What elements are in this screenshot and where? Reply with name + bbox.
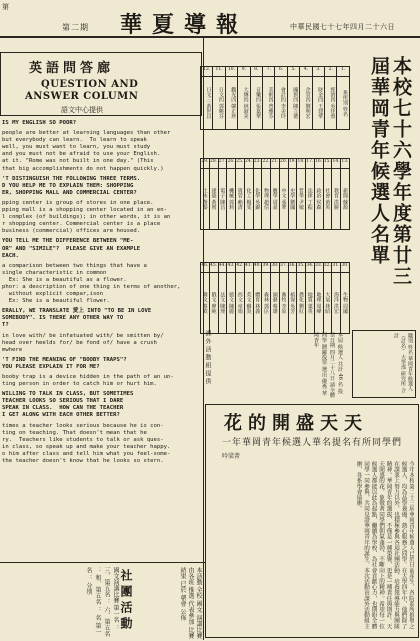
qa-chinese-title: 英語問答廊 — [29, 61, 115, 76]
page-number-left: 第 — [2, 3, 9, 11]
feature-article — [205, 404, 419, 638]
candidate-number: 25. — [236, 159, 245, 169]
candidate-name: 教育 洪勝 — [332, 169, 341, 230]
candidate-number: 17. — [306, 159, 315, 169]
candidate-name: 音樂四 張嘉華 — [250, 77, 262, 130]
qa-answer: in love with/ be infatuated with/ be smitten by/ head over heelds for/ be fond of/ have a crush mwhere — [2, 332, 164, 353]
candidate-name: 企管四 劉明宏 — [300, 77, 312, 130]
candidate-number: 16. — [314, 159, 323, 169]
candidate-name: 俄文 廖純 — [209, 273, 218, 334]
candidate-number: 33. — [314, 263, 323, 273]
candidate-name: 法文 陳理 — [218, 273, 227, 334]
candidate-number: 12. — [201, 67, 213, 77]
masthead — [0, 0, 420, 38]
candidate-name: 經濟四 吳佳蓉 — [325, 77, 337, 130]
candidate-name: 農化 劉紅 — [297, 273, 306, 334]
candidate-number: 19. — [288, 159, 297, 169]
candidate-number: 32. — [323, 263, 332, 273]
candidate-number: 40. — [253, 263, 262, 273]
candidate-name: 英文 蘇炎 — [244, 273, 253, 334]
candidate-number: 15. — [323, 159, 332, 169]
qa-column-header — [0, 52, 202, 116]
candidate-name: 物理 趙信 — [262, 169, 271, 230]
candidate-number: 18. — [297, 159, 306, 169]
candidate-name: 財金四 王建華 — [312, 77, 324, 130]
article-body: 今年本校第二十三屆華岡青年候選人已於日前產生，各院系所推舉之候選人，均為品學兼優、熱心服務之同學。在大學四年中，他們除了在課業上努力以外，也積極參與各項社團活動，培養領導能力與團隊精神。華岡青年的選拔，不僅是一種榮譽，更是一種責任與期許。天天開盛的花，象徵著同學們朝氣蓬勃、不斷向上的精神。希望每一位候選人都能以此為起點，繼續為學校、為社會貢獻心力，也期盼全體同學一同參與，共同見證華岡青年的誕生。本次活動由課外活動組主辦，各系學會協辦。 — [355, 461, 414, 629]
candidate-number: 35. — [297, 263, 306, 273]
candidate-name: 地質 葉英 — [306, 273, 315, 334]
club-results-text: 國文演講比賽 第一名 ： 三、第五名 ： 六、第五名 ： 和、第五名 ： 名 第一名 ： 分別 — [85, 567, 119, 637]
candidate-name: 系所別 姓名 — [337, 77, 350, 130]
candidate-number: 5. — [287, 67, 299, 77]
candidate-number: 36. — [288, 263, 297, 273]
candidate-number: 9. — [238, 67, 250, 77]
candidate-number: 39. — [262, 263, 271, 273]
candidate-number: 22. — [262, 159, 271, 169]
candidates-table-3 — [200, 262, 350, 334]
qa-question: IS MY ENGLISH SO POOR? — [2, 120, 77, 126]
qa-body — [2, 120, 202, 468]
club-activities-title: 社團活動 — [119, 569, 133, 633]
qa-question: 'T DISTINGUISH THE FOLLOWING THREE TERMS. D YOU HELP ME TO EXPLAIN THEM: SHOPPING ER, SHOPPING MALL AND COMMERCIAL CENTER? — [2, 175, 141, 196]
candidates-title: 本校七十六學年度第廿三屆華岡青年候選人名單 — [368, 56, 412, 287]
candidate-name: 政治 侯森 — [314, 169, 323, 230]
candidate-name: 機械 郭莉 — [227, 169, 236, 230]
candidate-number: 7. — [263, 67, 275, 77]
candidate-name: 會計四 李美玲 — [275, 77, 287, 130]
qa-answer: booby trap is a device hidden in the path of an un- ting person in order to catch him or hurt him. — [2, 374, 174, 388]
candidate-number: 11. — [213, 67, 225, 77]
qa-question: 'T FIND THE MEANING OF "BOOBY TRAPS"? YOU PLEASE EXPLAIN IT FOR ME? — [2, 356, 127, 370]
candidate-number: 46. — [201, 263, 210, 273]
candidate-number: 1. — [337, 67, 350, 77]
candidate-name: 大傳四 林淑美 — [238, 77, 250, 130]
candidate-name: 資管 賴清 — [236, 169, 245, 230]
candidate-name: 史學 劉國 — [288, 169, 297, 230]
candidate-name: 中文 張華 — [279, 169, 288, 230]
club-description-text: 本活動 全校 國文 演講比賽 由各班 推選 代表參加 比賽結果 已於 朝會 公佈 — [179, 567, 202, 639]
issue-label: 第二期 — [62, 23, 89, 32]
article-title: 花的開盛天天 — [224, 413, 368, 434]
candidate-name: 觀光四 韓正珍 — [225, 77, 237, 130]
newspaper-title: 華夏導報 — [120, 12, 249, 38]
candidate-name: 日文三 黃世昌 — [201, 77, 213, 130]
candidate-name: 韓文 蔡欽 — [201, 273, 210, 334]
candidate-number: 27. — [218, 159, 227, 169]
candidate-number: 44. — [218, 263, 227, 273]
candidate-number: 4. — [300, 67, 312, 77]
qa-question: YOU TELL ME THE DIFFERENCE BETWEEN "ME- OR" AND "SIMILE"? PLEASE GIVE AN EXAMPLE EACH. — [2, 238, 141, 259]
qa-question: ERALLY, WE TRANSLATE 愛上 INTO "TO BE IN LOVE SOMEBODY". IS THERE ANY OTHER WAY TO T? — [2, 308, 152, 329]
candidate-number: 8. — [250, 67, 262, 77]
candidates-notes: 本屆 候選人 共計 46 名 投票日期 四月二十八日 請全體同學 踴躍投票 選出 優秀 華岡青年 — [313, 332, 343, 398]
qa-answer: pping center is group of stores in one place. pping mall is a shopping center located in an en- l complex (of buildings); in other words, it is an r shopping center. Commercial center is a place business (commercial) offices are housed. — [2, 199, 171, 235]
candidate-name: 土木 黃泰 — [201, 169, 210, 230]
publication-date: 中華民國七十七年四月二十六日 — [290, 23, 395, 31]
candidate-number: 13. — [341, 159, 350, 169]
candidate-name: 化工 楊雯 — [244, 169, 253, 230]
candidates-table-1 — [200, 66, 350, 130]
qa-answer: times a teacher looks serious because he is con- ting on teaching. That doesn't mean that he ry. Teachers like students to talk or ask ques- in class, so speak up and make your teacher happy. o him after class and tell him what you feel-some- the teacher doesn't know that he looks so stern. — [2, 422, 171, 465]
candidate-number: 41. — [244, 263, 253, 273]
candidate-name: 哲學 尹敏 — [297, 169, 306, 230]
candidates-table-2 — [200, 158, 350, 230]
candidate-number: 24. — [244, 159, 253, 169]
candidate-name: 電子 陳昌 — [218, 169, 227, 230]
candidate-number: 37. — [279, 263, 288, 273]
candidate-name: 大氣 林昭 — [323, 273, 332, 334]
candidate-name: 化學 吳錦 — [253, 169, 262, 230]
candidate-number: 21. — [271, 159, 280, 169]
candidate-name: 海洋 洪宏 — [332, 273, 341, 334]
candidate-name: 德文 陳麗 — [227, 273, 236, 334]
candidate-name: 美術四 曾雅芬 — [263, 77, 275, 130]
qa-question: WILLING TO TALK IN CLASS, BUT SOMETIMES TEACHER LOOKS SO SERIOUS THAT I DARE SPEAK IN CLASS. HOW CAN THE TEACHER I GET ALONG WITH EACH OTHER BETTER? — [2, 391, 134, 419]
candidate-name: 畜牧 李原 — [279, 273, 288, 334]
activity-credit: 課外活動組提供 — [204, 330, 211, 386]
candidate-number: 31. — [332, 263, 341, 273]
candidate-number: 2. — [325, 67, 337, 77]
candidate-number: 42. — [236, 263, 245, 273]
candidate-number: 30. — [341, 263, 350, 273]
candidate-name: 體育 林義 — [253, 273, 262, 334]
candidate-number: 14. — [332, 159, 341, 169]
candidate-number: 34. — [306, 263, 315, 273]
candidate-name: 西文 章娟 — [236, 273, 245, 334]
candidate-number: 38. — [271, 263, 280, 273]
candidate-name: 國貿四 陳立德 — [287, 77, 299, 130]
qa-english-title-line2: ANSWER COLUMN — [25, 91, 139, 102]
candidate-number: 6. — [275, 67, 287, 77]
candidate-name: 法律 丁振 — [306, 169, 315, 230]
candidate-number: 45. — [209, 263, 218, 273]
candidate-number: 43. — [227, 263, 236, 273]
candidates-summary-box: 職別 姓名 華岡青年候選人（計名） 大學部 研究所 合計 — [352, 330, 416, 398]
candidate-number: 23. — [253, 159, 262, 169]
qa-answer: people are better at learning languages than other but everybody can learn. To learn to speak well, you must want to learn, you must study and you must not be afraid to use your English. at it. "Rome was not built in one day." (This that big accomplishments do not happen quickly.) — [2, 130, 171, 172]
candidate-name: 地理 周峰 — [314, 273, 323, 334]
candidate-number: 28. — [209, 159, 218, 169]
candidate-number: 26. — [227, 159, 236, 169]
article-subtitle: 一年華岡青年候選人華名提名有所同學們 — [222, 438, 403, 448]
qa-answer: a comparison between two things that have a single characteristic in common Ex: She is a beautiful as a flower. phor: a description of one thing in terms of another, without explicit compar,ison Ex: She is a beautiful flower. — [2, 262, 181, 305]
article-author: 吟梁菁 — [222, 453, 241, 460]
candidate-name: 建築 黃賓 — [209, 169, 218, 230]
candidate-number: 20. — [279, 159, 288, 169]
candidate-number: 3. — [312, 67, 324, 77]
candidate-name: 社會 黃英 — [323, 169, 332, 230]
candidate-name: 森林 郭臣 — [262, 273, 271, 334]
qa-english-title-line1: QUESTION AND — [41, 79, 139, 90]
candidate-number: 29. — [201, 159, 210, 169]
candidate-name: 日文四 郭曉芬 — [213, 77, 225, 130]
candidate-name: 數學 周盈 — [271, 169, 280, 230]
club-activities-section — [0, 562, 206, 641]
candidate-name: 園藝 蔡雄 — [271, 273, 280, 334]
qa-provider: 語文中心提供 — [61, 106, 103, 114]
candidate-name: 植保 吳芳 — [288, 273, 297, 334]
left-column — [0, 38, 206, 638]
candidate-name: 生物 周國 — [341, 273, 350, 334]
candidate-name: 新聞 蘇源 — [341, 169, 350, 230]
candidate-number: 10. — [225, 67, 237, 77]
